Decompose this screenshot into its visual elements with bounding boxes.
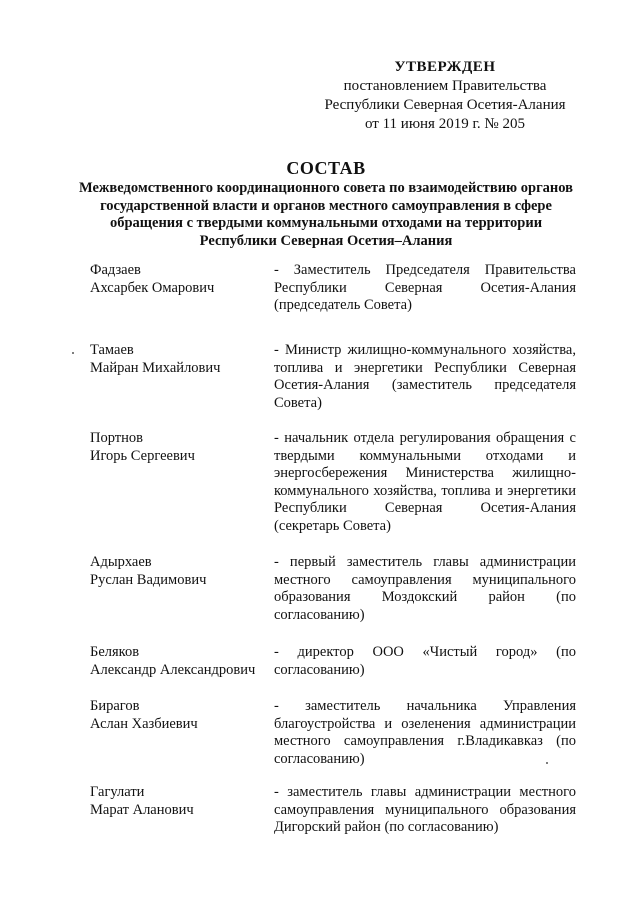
member-name bbox=[90, 262, 274, 342]
approval-stamp bbox=[300, 58, 590, 134]
member-surname: Бирагов bbox=[90, 698, 140, 714]
member-name bbox=[90, 644, 274, 698]
member-row bbox=[90, 262, 576, 342]
member-surname: Гагулати bbox=[90, 784, 145, 800]
member-given-name: Игорь Сергеевич bbox=[90, 447, 195, 464]
scan-speck bbox=[546, 762, 548, 764]
approval-line-2: Республики Северная Осетия-Алания bbox=[324, 97, 566, 113]
member-role: - заместитель начальника Управления благоустройства и озеленения администрации местного самоуправления г.Владикавказ (по согласованию) bbox=[274, 698, 576, 767]
member-row bbox=[90, 342, 576, 430]
member-surname: Портнов bbox=[90, 430, 143, 446]
member-name bbox=[90, 342, 274, 430]
member-given-name: Александр Александрович bbox=[90, 661, 256, 678]
document-subtitle: Межведомственного координационного совета по взаимодействию органов государственной власти и органов местного самоуправления в сфере обращения с твердыми коммунальными отходами на территории Республики Северная Осетия–Алания bbox=[78, 180, 573, 249]
member-row bbox=[90, 784, 576, 864]
member-surname: Адырхаев bbox=[90, 554, 152, 570]
title-block bbox=[78, 156, 574, 250]
member-role: - директор ООО «Чистый город» (по согласованию) bbox=[274, 644, 576, 678]
approval-line-1: постановлением Правительства bbox=[343, 78, 547, 94]
member-surname: Тамаев bbox=[90, 342, 134, 358]
member-role: - Заместитель Председателя Правительства Республики Северная Осетия-Алания (председатель Совета) bbox=[274, 262, 576, 313]
member-role: - первый заместитель главы администрации местного самоуправления муниципального образования Моздокский район (по согласованию) bbox=[274, 554, 576, 623]
approval-heading: УТВЕРЖДЕН bbox=[394, 59, 496, 75]
member-row bbox=[90, 430, 576, 554]
member-surname: Беляков bbox=[90, 644, 140, 660]
member-name bbox=[90, 784, 274, 864]
member-given-name: Аслан Хазбиевич bbox=[90, 715, 198, 732]
member-role: - Министр жилищно-коммунального хозяйства, топлива и энергетики Республики Северная Осетия-Алания (заместитель председателя Совета) bbox=[274, 342, 576, 411]
member-given-name: Руслан Вадимович bbox=[90, 571, 207, 588]
member-name bbox=[90, 554, 274, 644]
member-row bbox=[90, 554, 576, 644]
scan-speck bbox=[72, 352, 74, 354]
approval-line-3: от 11 июня 2019 г. № 205 bbox=[365, 116, 525, 132]
member-given-name: Майран Михайлович bbox=[90, 359, 221, 376]
member-given-name: Марат Аланович bbox=[90, 801, 194, 818]
member-name bbox=[90, 698, 274, 784]
member-role: - начальник отдела регулирования обращения с твердыми коммунальными отходами и энергосбережения Министерства жилищно-коммунального хозяйства, топлива и энергетики Республики Северная Осетия-Алания (секретарь Совета) bbox=[274, 430, 576, 534]
members-list bbox=[90, 262, 576, 864]
member-role: - заместитель главы администрации местного самоуправления муниципального образования Дигорский район (по согласованию) bbox=[274, 784, 576, 835]
member-row bbox=[90, 644, 576, 698]
member-row bbox=[90, 698, 576, 784]
document-title: СОСТАВ bbox=[286, 158, 366, 178]
member-given-name: Ахсарбек Омарович bbox=[90, 279, 215, 296]
member-surname: Фадзаев bbox=[90, 262, 141, 278]
member-name bbox=[90, 430, 274, 554]
